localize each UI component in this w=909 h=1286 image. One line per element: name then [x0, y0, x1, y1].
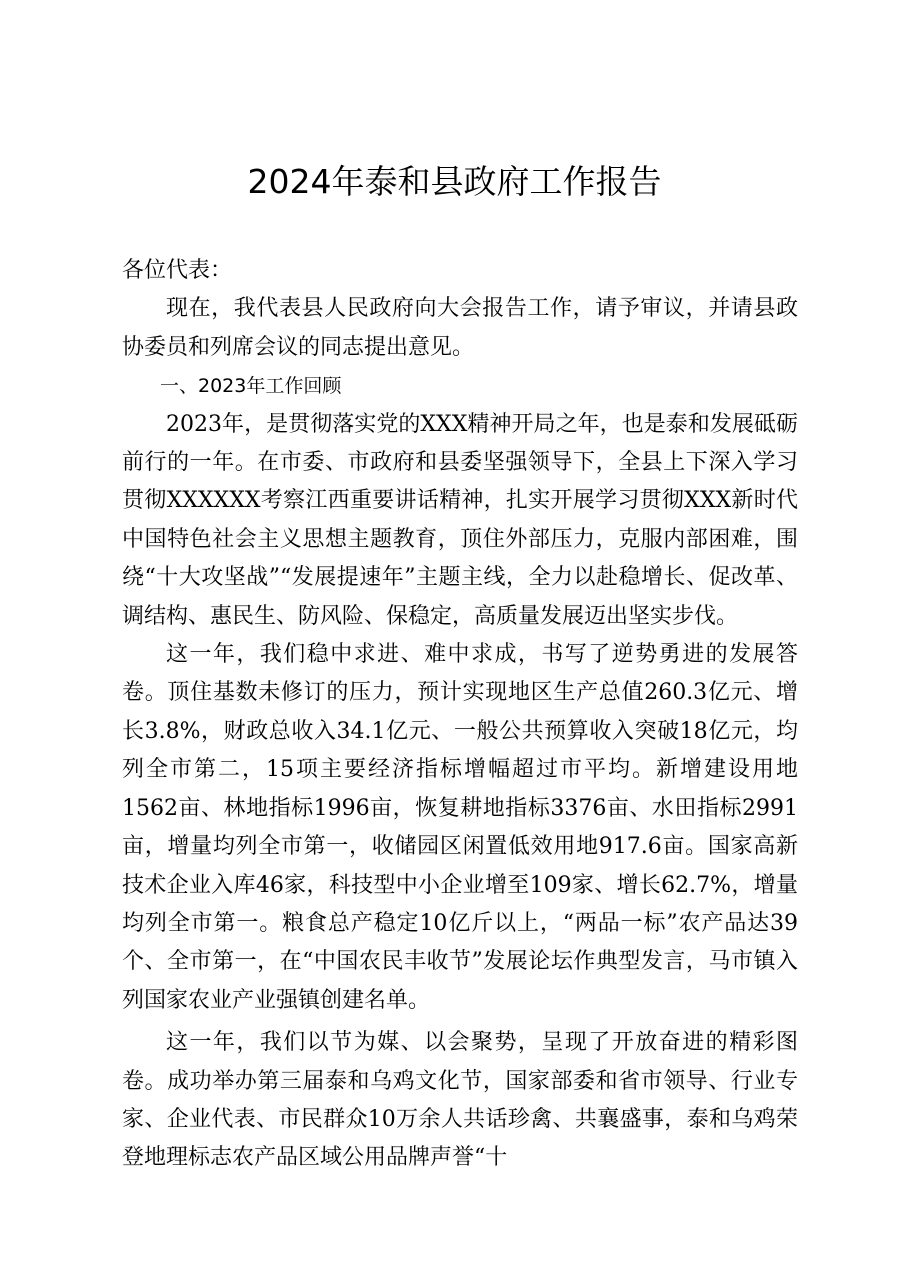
paragraph-economy: 这一年，我们稳中求进、难中求成，书写了逆势勇进的发展答卷。顶住基数未修订的压力，预计实现地区生产总值260.3亿元、增长3.8%，财政总收入34.1亿元、一般公共预算收入突破18亿元，均列全市第二，15项主要经济指标增幅超过市平均。新增建设用地1562亩、林地指标1996亩，恢复耕地指标3376亩、水田指标2991亩，增量均列全市第一，收储园区闲置低效用地917.6亩。国家高新技术企业入库46家，科技型中小企业增至109家、增长62.7%，增量均列全市第一。粮食总产稳定10亿斤以上，“两品一标”农产品达39个、全市第一，在“中国农民丰收节”发展论坛作典型发言，马市镇入列国家农业产业强镇创建名单。 — [122, 642, 798, 1013]
salutation: 各位代表： — [122, 258, 233, 283]
section-heading: 一、2023年工作回顾 — [160, 375, 342, 398]
document-body — [122, 252, 798, 1178]
paragraph-opening: 这一年，我们以节为媒、以会聚势，呈现了开放奋进的精彩图卷。成功举办第三届泰和乌鸡文化节，国家部委和省市领导、行业专家、企业代表、市民群众10万余人共话珍禽、共襄盛事，泰和乌鸡荣登地理标志农产品区域公用品牌声誉“十 — [122, 1030, 798, 1171]
document-title: 2024年泰和县政府工作报告 — [247, 162, 662, 201]
intro-paragraph: 现在，我代表县人民政府向大会报告工作，请予审议，并请县政协委员和列席会议的同志提出意见。 — [122, 296, 798, 360]
paragraph-overview: 2023年，是贯彻落实党的XXX精神开局之年，也是泰和发展砥砺前行的一年。在市委、市政府和县委坚强领导下，全县上下深入学习贯彻XXXXXX考察江西重要讲话精神，扎实开展学习贯彻XXX新时代中国特色社会主义思想主题教育，顶住外部压力，克服内部困难，围绕“十大攻坚战”“发展提速年”主题主线，全力以赴稳增长、促改革、调结构、惠民生、防风险、保稳定，高质量发展迈出坚实步伐。 — [122, 411, 798, 629]
